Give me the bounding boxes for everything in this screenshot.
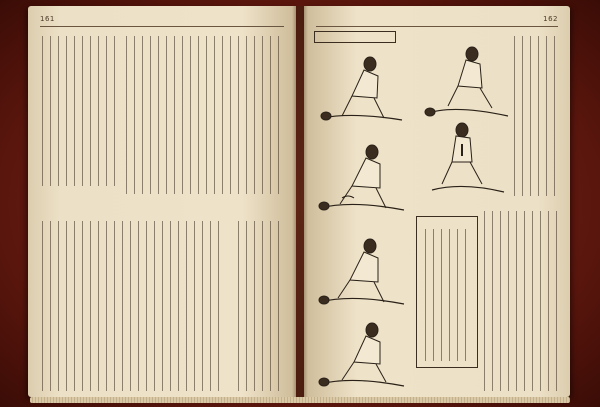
right-page — [304, 6, 570, 397]
cpr-figure-3 — [319, 239, 404, 304]
right-boxed-section — [416, 216, 478, 368]
left-running-head — [40, 15, 55, 23]
cpr-figure-1 — [321, 57, 402, 120]
left-header-rule — [40, 26, 284, 27]
cpr-figure-2 — [319, 145, 404, 210]
right-header-rule — [316, 26, 558, 27]
left-page-number: 161 — [40, 15, 55, 23]
page-edges — [30, 397, 570, 403]
right-running-head — [543, 15, 558, 23]
figure-title-box — [314, 31, 396, 43]
drowning-illustrations — [422, 34, 512, 204]
cpr-figure-4 — [319, 323, 404, 386]
book-gutter — [292, 6, 308, 397]
right-page-number: 162 — [543, 15, 558, 23]
cpr-illustrations — [312, 46, 412, 397]
left-page — [28, 6, 296, 397]
